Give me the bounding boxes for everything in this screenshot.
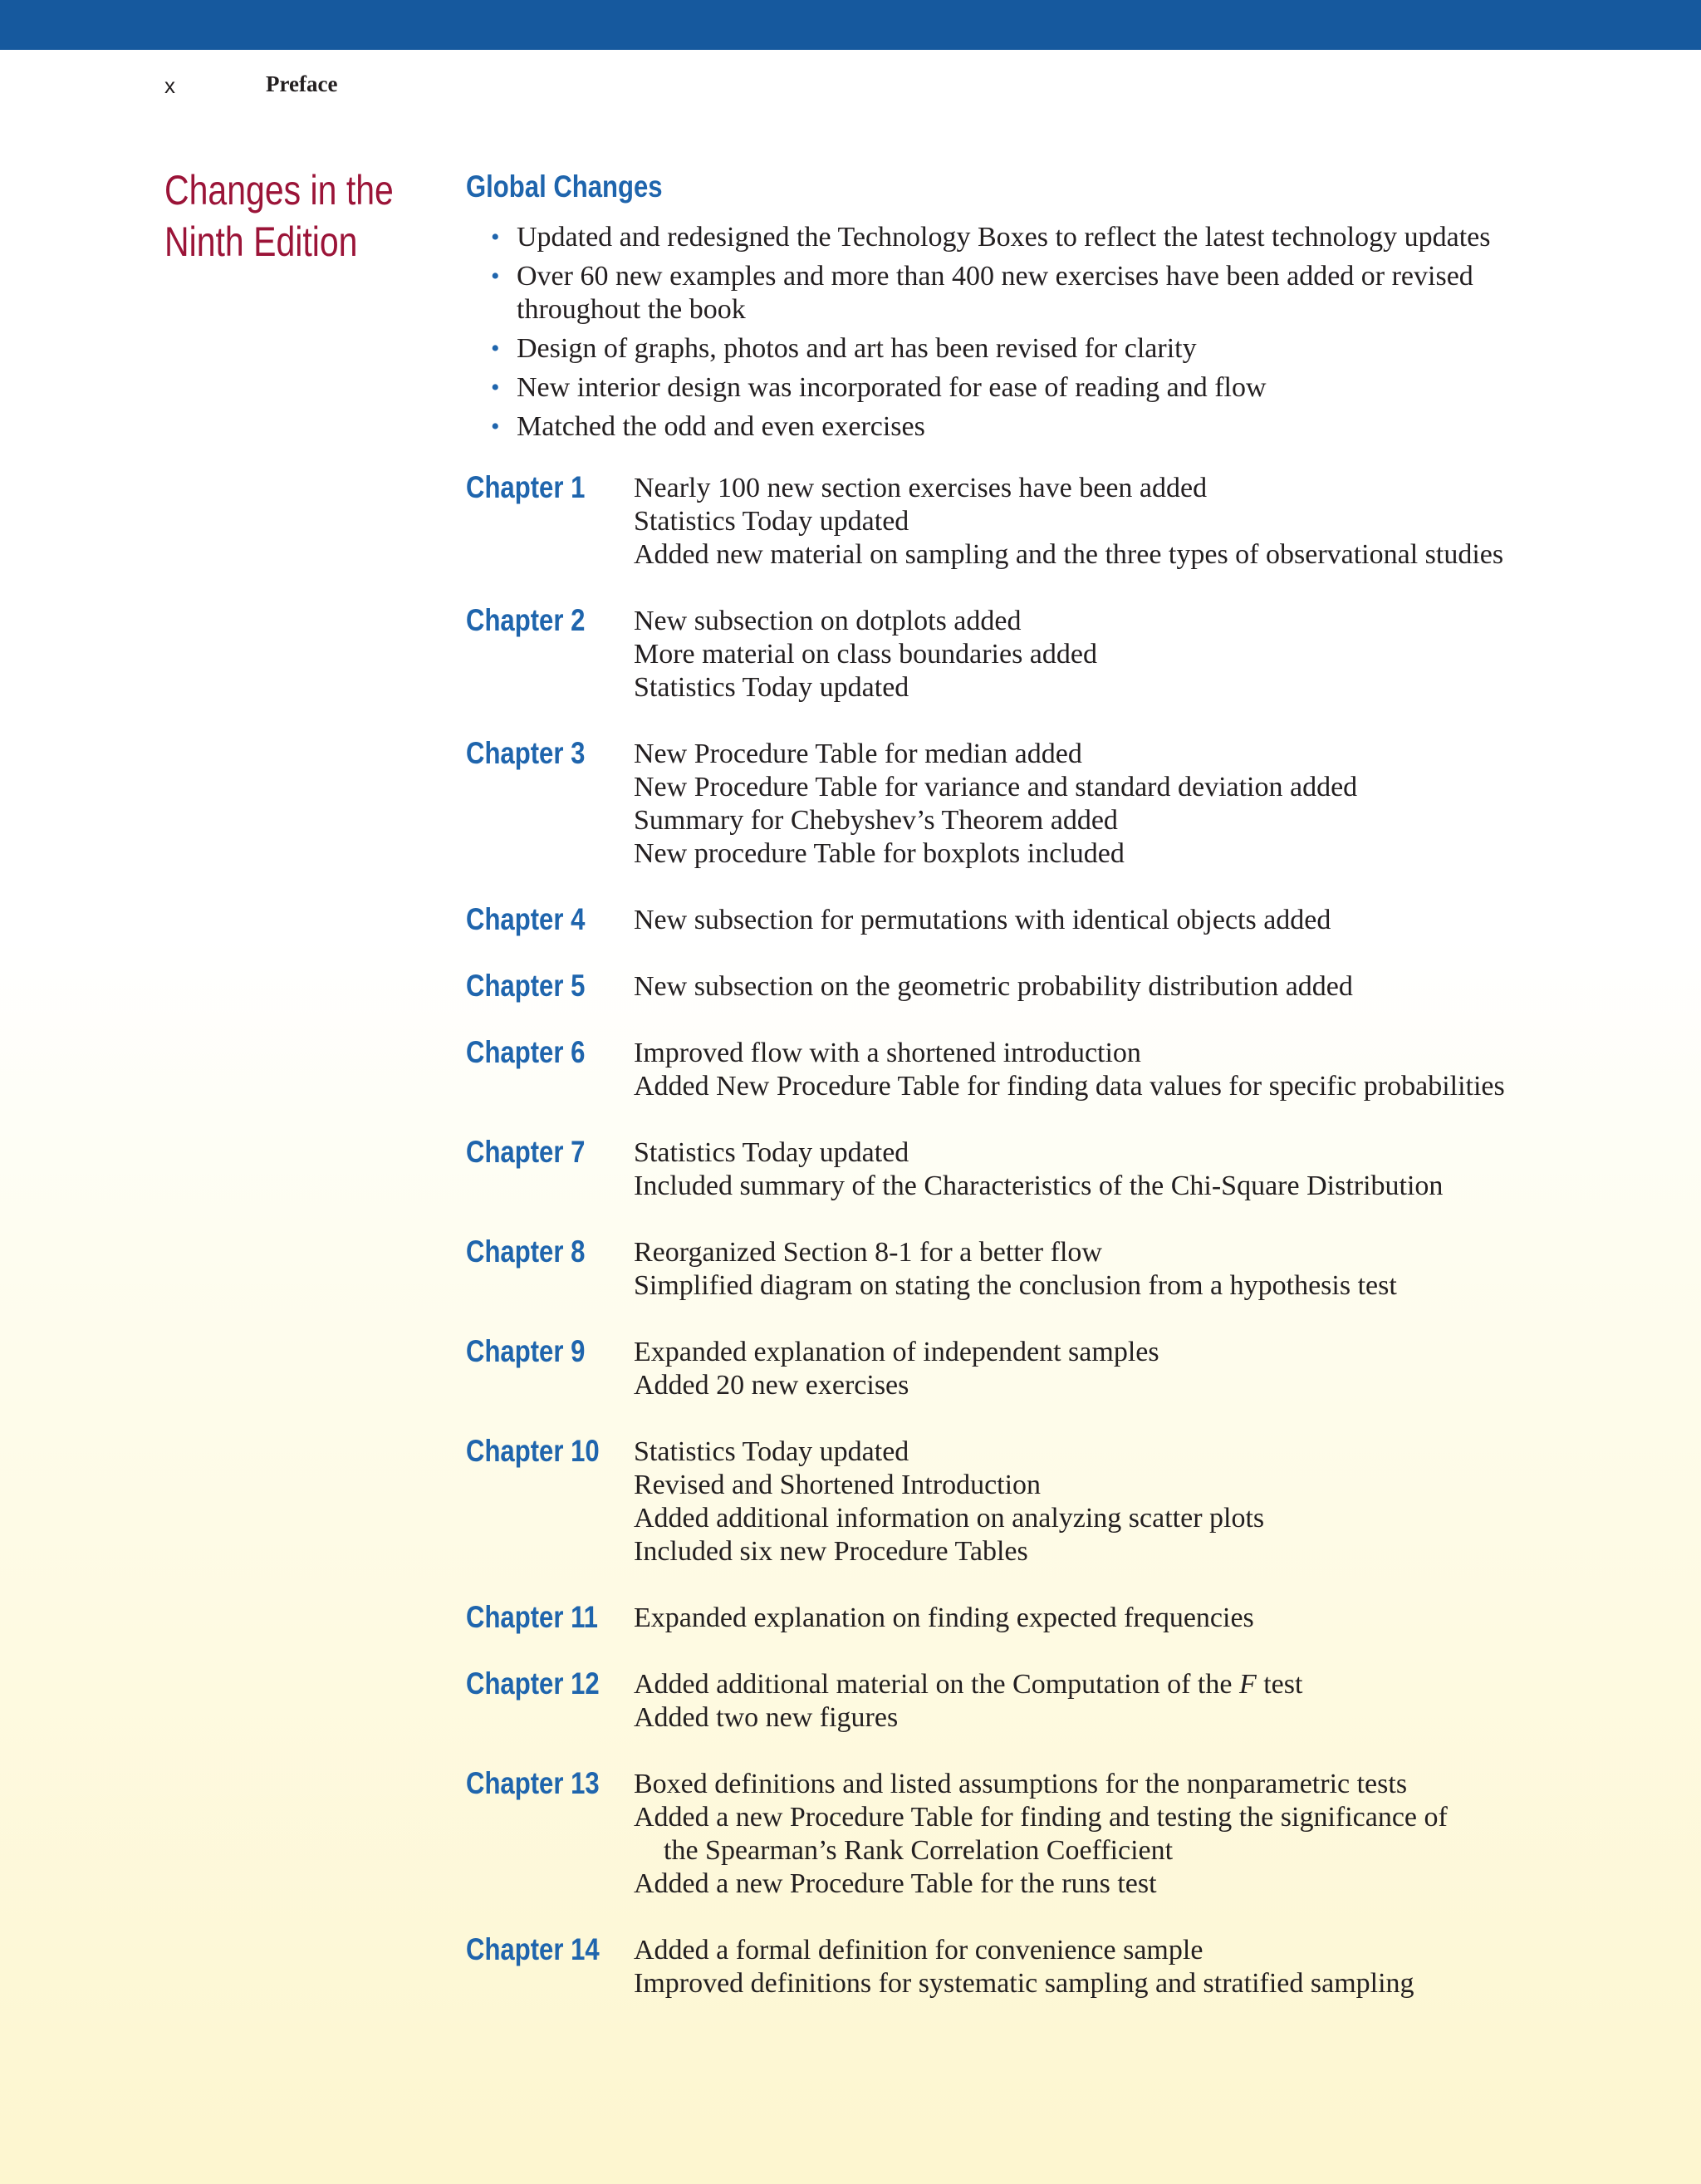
- chapter-change-item: New subsection for permutations with identical objects added: [634, 905, 1331, 935]
- list-item: • Over 60 new examples and more than 400 new exercises have been added or revised throughout the book: [491, 261, 1473, 325]
- chapter-change-item: Statistics Today updated: [634, 506, 909, 537]
- bullet-icon: •: [491, 374, 500, 401]
- global-changes-heading: Global Changes: [466, 169, 663, 204]
- chapter-change-item: Boxed definitions and listed assumptions for the nonparametric tests: [634, 1769, 1408, 1799]
- chapter-5-entry: [466, 970, 1529, 1004]
- chapter-label: Chapter 7: [466, 1135, 586, 1169]
- chapter-change-item-continuation: the Spearman’s Rank Correlation Coefficient: [664, 1835, 1174, 1866]
- chapter-9-entry: [466, 1336, 1529, 1402]
- chapter-change-item: Statistics Today updated: [634, 1137, 909, 1168]
- top-color-bar: [0, 0, 1701, 50]
- chapter-change-item: New subsection on the geometric probability distribution added: [634, 971, 1353, 1002]
- chapter-label: Chapter 4: [466, 902, 586, 936]
- side-heading: [164, 164, 394, 267]
- side-heading-line-2: Ninth Edition: [164, 218, 358, 265]
- chapter-12-entry: [466, 1668, 1529, 1735]
- chapter-change-item: Added two new figures: [634, 1702, 899, 1733]
- list-item: • Matched the odd and even exercises: [491, 411, 925, 442]
- chapter-change-item: Included six new Procedure Tables: [634, 1536, 1028, 1567]
- chapter-change-item: New Procedure Table for variance and standard deviation added: [634, 772, 1358, 802]
- chapter-change-item: Improved definitions for systematic sampling and stratified sampling: [634, 1968, 1414, 1999]
- chapter-label: Chapter 6: [466, 1035, 586, 1069]
- bullet-icon: •: [491, 335, 500, 362]
- chapter-label: Chapter 3: [466, 736, 586, 770]
- chapter-change-item: Included summary of the Characteristics of the Chi-Square Distribution: [634, 1171, 1444, 1201]
- chapter-10-entry: [466, 1436, 1529, 1568]
- chapter-change-item: Added a formal definition for convenience sample: [634, 1935, 1203, 1966]
- bullet-icon: •: [491, 263, 500, 290]
- chapter-change-item: Simplified diagram on stating the conclusion from a hypothesis test: [634, 1270, 1397, 1301]
- chapter-8-entry: [466, 1236, 1529, 1303]
- chapter-7-entry: [466, 1136, 1529, 1203]
- running-title: Preface: [266, 71, 338, 96]
- chapter-change-item: Expanded explanation of independent samples: [634, 1337, 1159, 1367]
- chapter-change-item: Added New Procedure Table for finding data values for specific probabilities: [634, 1071, 1505, 1102]
- chapter-change-item: More material on class boundaries added: [634, 639, 1097, 670]
- list-item: • Design of graphs, photos and art has been revised for clarity: [491, 333, 1197, 364]
- chapter-change-item: Statistics Today updated: [634, 1436, 909, 1467]
- chapter-1-entry: [466, 472, 1529, 572]
- chapter-changes: [466, 472, 1529, 2000]
- global-changes-list: [466, 221, 1529, 444]
- chapter-change-item: Summary for Chebyshev’s Theorem added: [634, 805, 1118, 836]
- chapter-label: Chapter 5: [466, 969, 586, 1003]
- chapter-change-item: New Procedure Table for median added: [634, 739, 1082, 769]
- chapter-change-item: Expanded explanation on finding expected frequencies: [634, 1602, 1254, 1633]
- chapter-change-item: Nearly 100 new section exercises have been added: [634, 473, 1208, 503]
- chapter-4-entry: [466, 904, 1529, 937]
- side-heading-line-1: Changes in the: [164, 167, 394, 213]
- list-item: • New interior design was incorporated for ease of reading and flow: [491, 372, 1267, 403]
- chapter-change-item: Revised and Shortened Introduction: [634, 1470, 1042, 1500]
- chapter-13-entry: [466, 1768, 1529, 1901]
- chapter-2-entry: [466, 605, 1529, 704]
- chapter-label: Chapter 14: [466, 1932, 600, 1966]
- bullet-icon: •: [491, 223, 500, 251]
- chapter-label: Chapter 13: [466, 1766, 600, 1800]
- chapter-change-item: Added additional material on the Computation of the F test: [634, 1669, 1303, 1700]
- chapter-change-item: New procedure Table for boxplots included: [634, 838, 1125, 869]
- chapter-change-item: Added new material on sampling and the three types of observational studies: [634, 539, 1504, 570]
- chapter-label: Chapter 9: [466, 1334, 586, 1368]
- chapter-label: Chapter 10: [466, 1434, 600, 1468]
- chapter-14-entry: [466, 1934, 1529, 2000]
- page-number: x: [164, 73, 175, 98]
- main-content: [466, 166, 1529, 2000]
- chapter-label: Chapter 12: [466, 1666, 600, 1701]
- chapter-label: Chapter 2: [466, 603, 586, 637]
- bullet-icon: •: [491, 413, 500, 440]
- chapter-change-item: New subsection on dotplots added: [634, 606, 1022, 636]
- chapter-change-item: Added 20 new exercises: [634, 1370, 909, 1401]
- chapter-3-entry: [466, 738, 1529, 871]
- chapter-change-item: Statistics Today updated: [634, 672, 909, 703]
- chapter-change-item: Improved flow with a shortened introduction: [634, 1038, 1141, 1068]
- chapter-change-item: Added additional information on analyzing scatter plots: [634, 1503, 1265, 1534]
- chapter-label: Chapter 8: [466, 1234, 586, 1269]
- chapter-6-entry: [466, 1037, 1529, 1103]
- chapter-11-entry: [466, 1602, 1529, 1635]
- chapter-label: Chapter 11: [466, 1600, 598, 1634]
- chapter-change-item: Added a new Procedure Table for finding and testing the significance of: [634, 1802, 1448, 1833]
- chapter-change-item: Added a new Procedure Table for the runs test: [634, 1868, 1157, 1899]
- list-item: • Updated and redesigned the Technology Boxes to reflect the latest technology updates: [491, 222, 1491, 253]
- chapter-change-item: Reorganized Section 8-1 for a better flow: [634, 1237, 1102, 1268]
- chapter-label: Chapter 1: [466, 470, 586, 504]
